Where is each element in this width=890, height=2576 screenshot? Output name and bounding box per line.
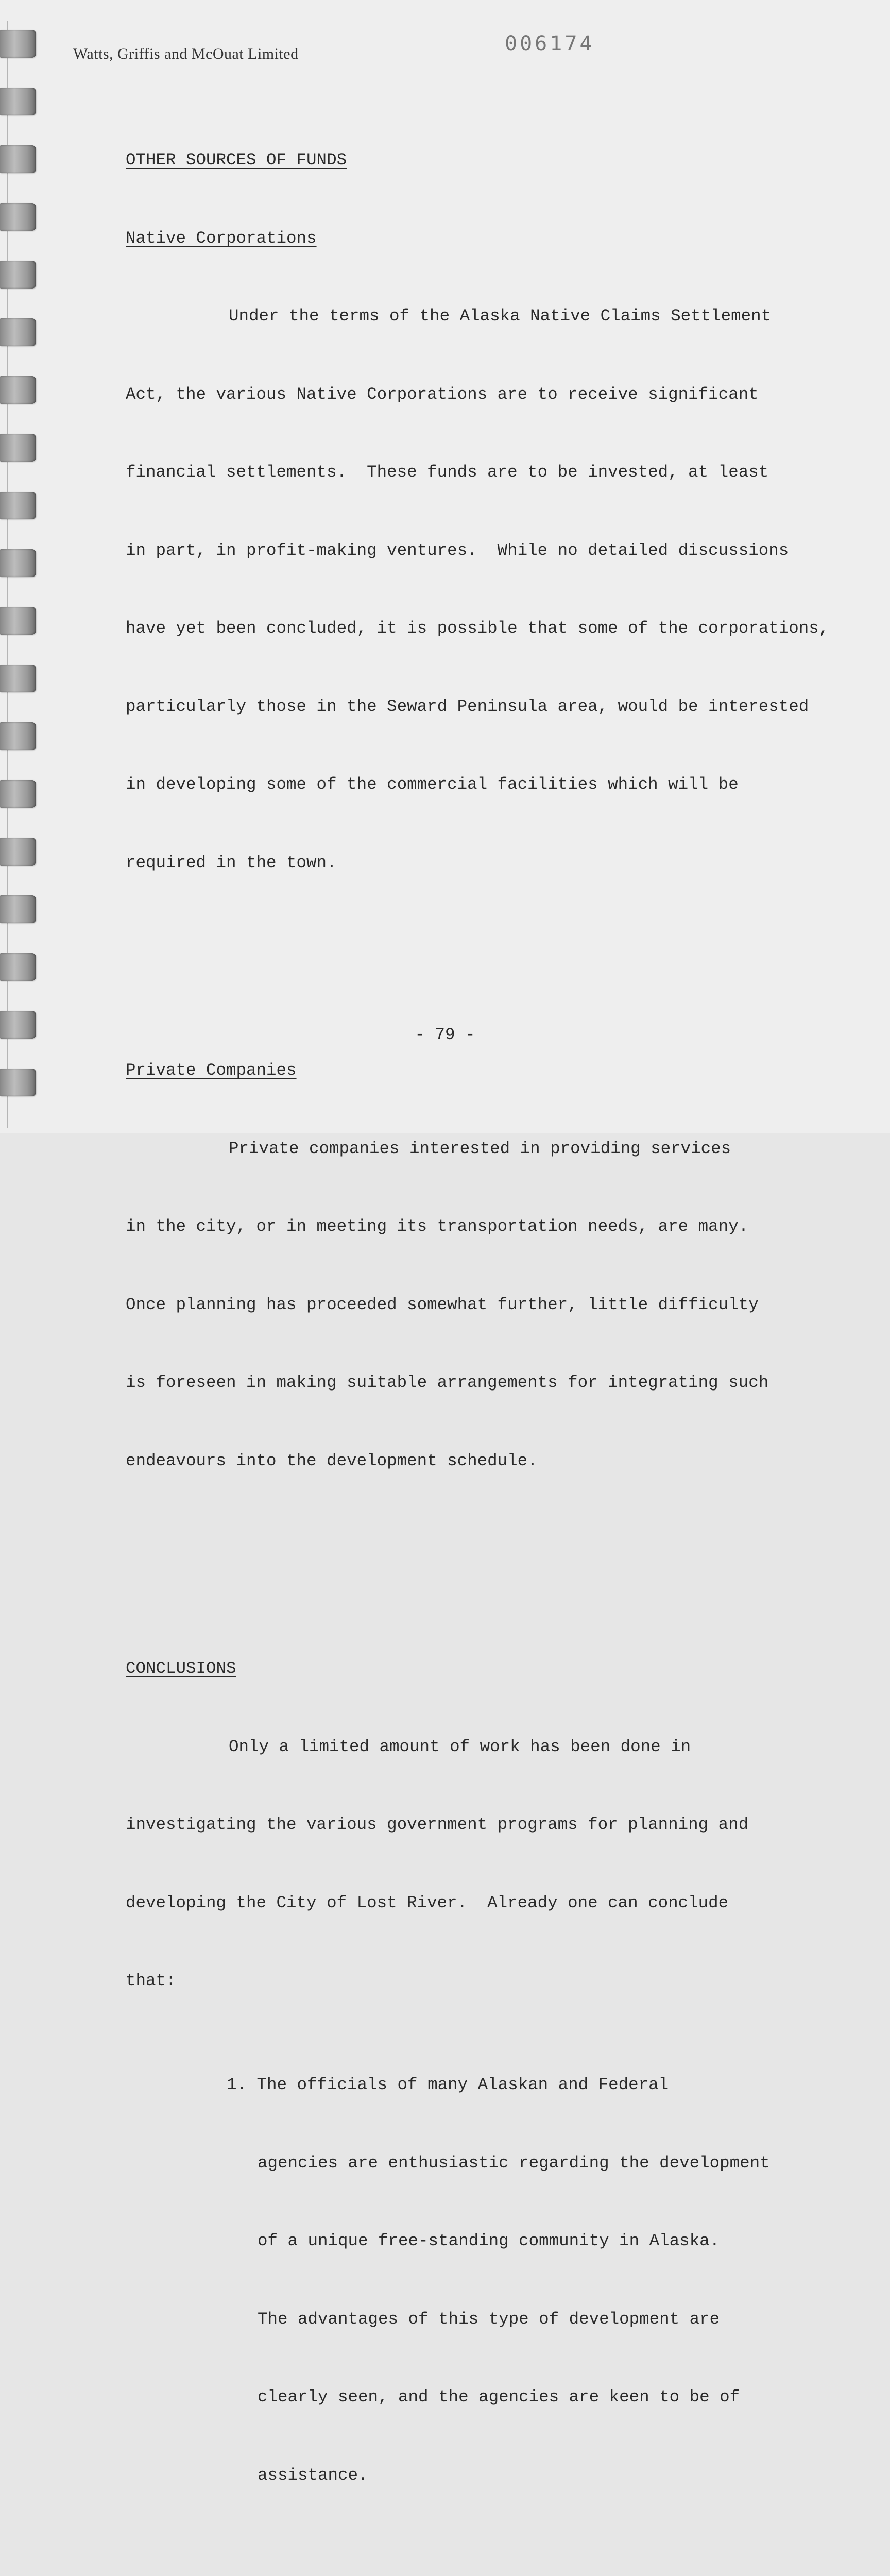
paragraph-line: developing the City of Lost River. Already one can conclude [126, 1893, 729, 1912]
paragraph-line: is foreseen in making suitable arrangements for integrating such [126, 1373, 769, 1392]
subheading-private-companies: Private Companies [126, 1061, 297, 1080]
numbered-item-line: clearly seen, and the agencies are keen to be of [258, 2387, 740, 2406]
paragraph-line: financial settlements. These funds are to be invested, at least [126, 463, 769, 482]
binding-ring [0, 780, 36, 808]
binding-ring [0, 549, 36, 577]
spiral-binding [0, 21, 41, 1128]
numbered-item-line: of a unique free-standing community in Alaska. [258, 2231, 720, 2250]
paragraph-line: investigating the various government programs for planning and [126, 1815, 749, 1834]
paragraph-line: that: [126, 1971, 176, 1990]
binding-ring [0, 261, 36, 289]
paragraph-line: have yet been concluded, it is possible that some of the corporations, [126, 619, 829, 638]
binding-ring [0, 1069, 36, 1096]
binding-ring [0, 203, 36, 231]
binding-ring [0, 318, 36, 346]
subheading-native-corporations: Native Corporations [126, 228, 317, 248]
paragraph-line: Act, the various Native Corporations are to receive significant [126, 384, 759, 404]
paragraph-line: Under the terms of the Alaska Native Claims Settlement [229, 307, 772, 326]
binding-ring [0, 30, 36, 58]
numbered-item-line: assistance. [258, 2465, 368, 2485]
paragraph-line: Once planning has proceeded somewhat further, little difficulty [126, 1295, 759, 1314]
paragraph-line: particularly those in the Seward Peninsula area, would be interested [126, 697, 809, 716]
paragraph-line: Private companies interested in providing services [229, 1139, 731, 1158]
paragraph-line: endeavours into the development schedule. [126, 1451, 538, 1470]
document-body [126, 95, 867, 2576]
binding-ring [0, 722, 36, 750]
numbered-item-1: 1. The officials of many Alaskan and Federal [227, 2075, 669, 2094]
paragraph-line: required in the town. [126, 853, 337, 872]
binding-ring [0, 376, 36, 404]
binding-ring [0, 145, 36, 173]
paragraph-line: Only a limited amount of work has been done in [229, 1737, 691, 1756]
binding-ring [0, 665, 36, 692]
paragraph-line: in the city, or in meeting its transportation needs, are many. [126, 1217, 749, 1236]
section-heading-other-sources: OTHER SOURCES OF FUNDS [126, 150, 347, 170]
numbered-item-line: The advantages of this type of development are [258, 2309, 720, 2329]
binding-ring [0, 607, 36, 635]
paragraph-line: in part, in profit-making ventures. While no detailed discussions [126, 540, 789, 560]
binding-ring [0, 838, 36, 866]
page-number: - 79 - [415, 1025, 475, 1044]
letterhead: Watts, Griffis and McOuat Limited [73, 45, 299, 62]
binding-ring [0, 434, 36, 462]
binding-ring [0, 895, 36, 923]
document-number-stamp: 006174 [505, 32, 595, 56]
binding-ring [0, 492, 36, 519]
binding-ring [0, 953, 36, 981]
section-heading-conclusions: CONCLUSIONS [126, 1659, 236, 1678]
paragraph-line: in developing some of the commercial facilities which will be [126, 775, 739, 794]
numbered-item-line: agencies are enthusiastic regarding the development [258, 2153, 770, 2173]
binding-ring [0, 88, 36, 115]
